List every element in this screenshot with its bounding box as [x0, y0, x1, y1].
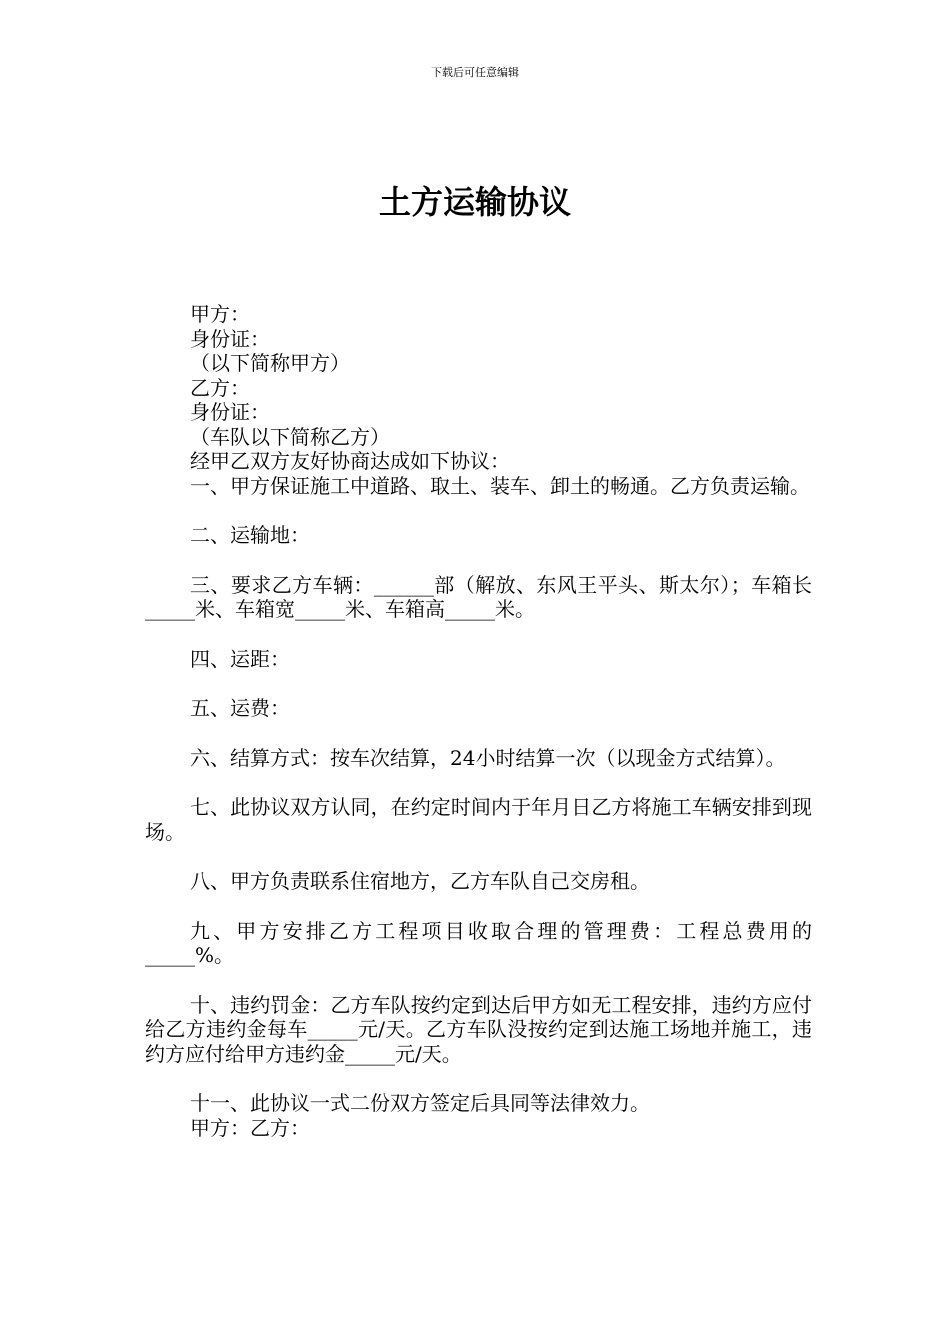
- clause-1: 一、甲方保证施工中道路、取土、装车、卸土的畅通。乙方负责运输。: [190, 473, 810, 498]
- agreement-intro: 经甲乙双方友好协商达成如下协议：: [190, 449, 510, 473]
- party-a-label: 甲方：: [190, 302, 250, 326]
- clause-8: 八、甲方负责联系住宿地方，乙方车队自己交房租。: [190, 869, 650, 893]
- party-b-id-label: 身份证：: [190, 400, 270, 424]
- clause-2: 二、运输地：: [190, 523, 310, 547]
- clause-9: 九、甲方安排乙方工程项目收取合理的管理费：工程总费用的_____%。: [145, 918, 812, 967]
- clause-6: 六、结算方式：按车次结算，24小时结算一次（以现金方式结算）。: [190, 745, 786, 770]
- clause-4: 四、运距：: [190, 646, 290, 671]
- clause-5: 五、运费：: [190, 696, 290, 720]
- document-body: [145, 302, 812, 1140]
- party-a-alias: （以下简称甲方）: [190, 351, 350, 375]
- header-note: 下载后可任意编辑: [431, 66, 519, 79]
- party-b-label: 乙方：: [190, 375, 250, 400]
- clause-7: 七、此协议双方认同，在约定时间内于年月日乙方将施工车辆安排到现场。: [145, 795, 812, 844]
- clause-10: 十、违约罚金：乙方车队按约定到达后甲方如无工程安排，违约方应付给乙方违约金每车_____元/天。乙方车队没按约定到达施工场地并施工，违约方应付给甲方违约金_____元/天。: [145, 992, 812, 1066]
- party-a-id-label: 身份证：: [190, 326, 270, 351]
- clause-11: 十一、此协议一式二份双方签定后具同等法律效力。: [190, 1091, 650, 1115]
- clause-3: 三、要求乙方车辆：______部（解放、东风王平头、斯太尔）；车箱长_____米、车箱宽_____米、车箱高_____米。: [145, 572, 812, 621]
- signature-line: 甲方：乙方：: [190, 1115, 310, 1140]
- party-b-alias: （车队以下简称乙方）: [190, 424, 390, 449]
- document-title: 土方运输协议: [378, 183, 571, 221]
